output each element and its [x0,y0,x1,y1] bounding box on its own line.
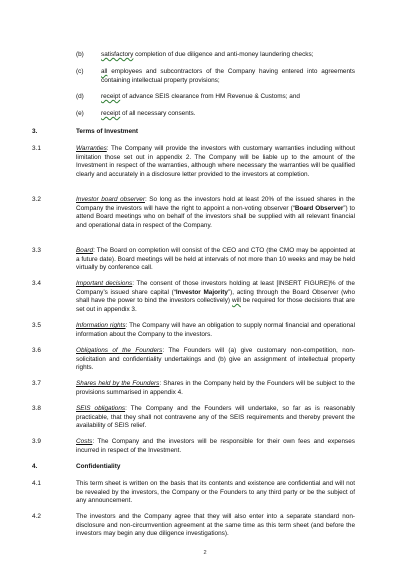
clause-number: 3.1 [32,145,41,152]
list-letter: (e) [76,110,84,117]
clause-body: : The Board on completion will consist of the CEO and CTO (the CMO may be appointed at a future date). Board meetings will be held at intervals of not more than 10 weeks and may be held virtually by conference call. [76,247,355,272]
clause-body: : The Company and the Founders will undertake, so far as is reasonably practicable, that they shall not contravene any of the SEIS requirements and thereby prevent the availability of SEIS relief. [76,405,355,430]
list-text: of advance SEIS clearance from HM Revenue & Customs; and [120,93,300,100]
list-lead-word: all [101,68,108,75]
clause-title: Costs [76,438,93,445]
clause-title: SEIS obligations [76,405,126,412]
clause-number: 3.8 [32,405,41,412]
clause-number: 3.2 [32,196,41,203]
section-title: Terms of Investment [76,128,139,135]
clause-title: Important decisions [76,280,133,287]
clause-number: 3.6 [32,347,41,354]
list-letter: (c) [76,68,84,75]
clause-body: ”), acting through the Board Observer (who shall have the power to bind the investors collectively) [76,288,356,305]
clause-body: : The Founders will (a) give customary non-competition, non-solicitation and confidentiality undertakings and (b) give an assignment of intellectual property rights. [76,347,356,372]
clause-body: : The Company will have an obligation to supply normal financial and operational information about the Company to the investors. [76,322,355,338]
clause-body: : The Company will provide the investors with customary warranties including without limitation those set out in appendix 2. The Company will be liable up to the amount of the Investment in respect of the warranties, although where necessary the warranties will be qualified clearly and accurately in a disclosure letter provided to the investors at completion. [76,145,355,178]
clause-body: be required for those decisions that are set out in appendix 3. [76,297,355,313]
section-title: Confidentiality [76,463,121,470]
clause-title: Shares held by the Founders [76,380,160,387]
clause-number: 3.5 [32,322,41,329]
list-lead-word: receipt [101,93,121,100]
clause-title: Investor board observer [76,196,145,203]
clause-title: Board [76,247,94,254]
clause-body: : The consent of those investors holding at least [INSERT FIGURE]% of the Company’s issued share capital (“ [76,280,355,296]
list-letter: (b) [76,51,84,58]
page-number: 2 [203,550,207,556]
clause-number: 3.4 [32,280,41,287]
clause-body: ”) to attend Board meetings who on behalf of the investors shall be supplied with all relevant financial and operational data in respect of the Company. [76,204,355,229]
clause-body: : The Company and the investors will be responsible for their own fees and expenses incurred in respect of the Investment. [76,438,355,454]
section-number: 3. [32,128,38,135]
list-lead-word: receipt [101,110,121,117]
defined-term: Board Observer [294,204,344,212]
clause-body: This term sheet is written on the basis that its contents and existence are confidential and will not be revealed by the investors, the Company or the Founders to any third party or be the subject of any announcement. [76,480,355,505]
clause-number: 4.2 [32,513,41,520]
clause-title: Obligations of the Founders [76,347,163,354]
clause-number: 3.7 [32,380,41,387]
clause-body: : Shares in the Company held by the Founders will be subject to the provisions summarised in appendix 4. [76,380,355,396]
section-number: 4. [32,463,38,470]
list-text: completion of due diligence and anti-money laundering checks; [133,51,314,58]
clause-body: The investors and the Company agree that they will also enter into a separate standard non-disclosure and non-circumvention agreement at the same time as this term sheet (and before the investors may begin any due diligence investigations). [76,513,355,538]
flagged-word: will [232,297,241,305]
list-lead-word: satisfactory [101,51,134,58]
clause-title: Warranties [76,145,107,152]
clause-body: : So long as the investors hold at least 20% of the issued shares in the Company the investors will have the right to appoint a non-voting observer (“ [76,196,355,212]
clause-number: 3.3 [32,247,41,254]
defined-term: Investor Majority [175,288,228,296]
list-text: of all necessary consents. [120,110,196,117]
list-text: employees and subcontractors of the Company having entered into agreements containing intellectual property provisions; [101,68,355,84]
clause-title: Information rights [76,322,126,329]
list-letter: (d) [76,93,84,100]
clause-number: 3.9 [32,438,41,445]
clause-number: 4.1 [32,480,41,487]
